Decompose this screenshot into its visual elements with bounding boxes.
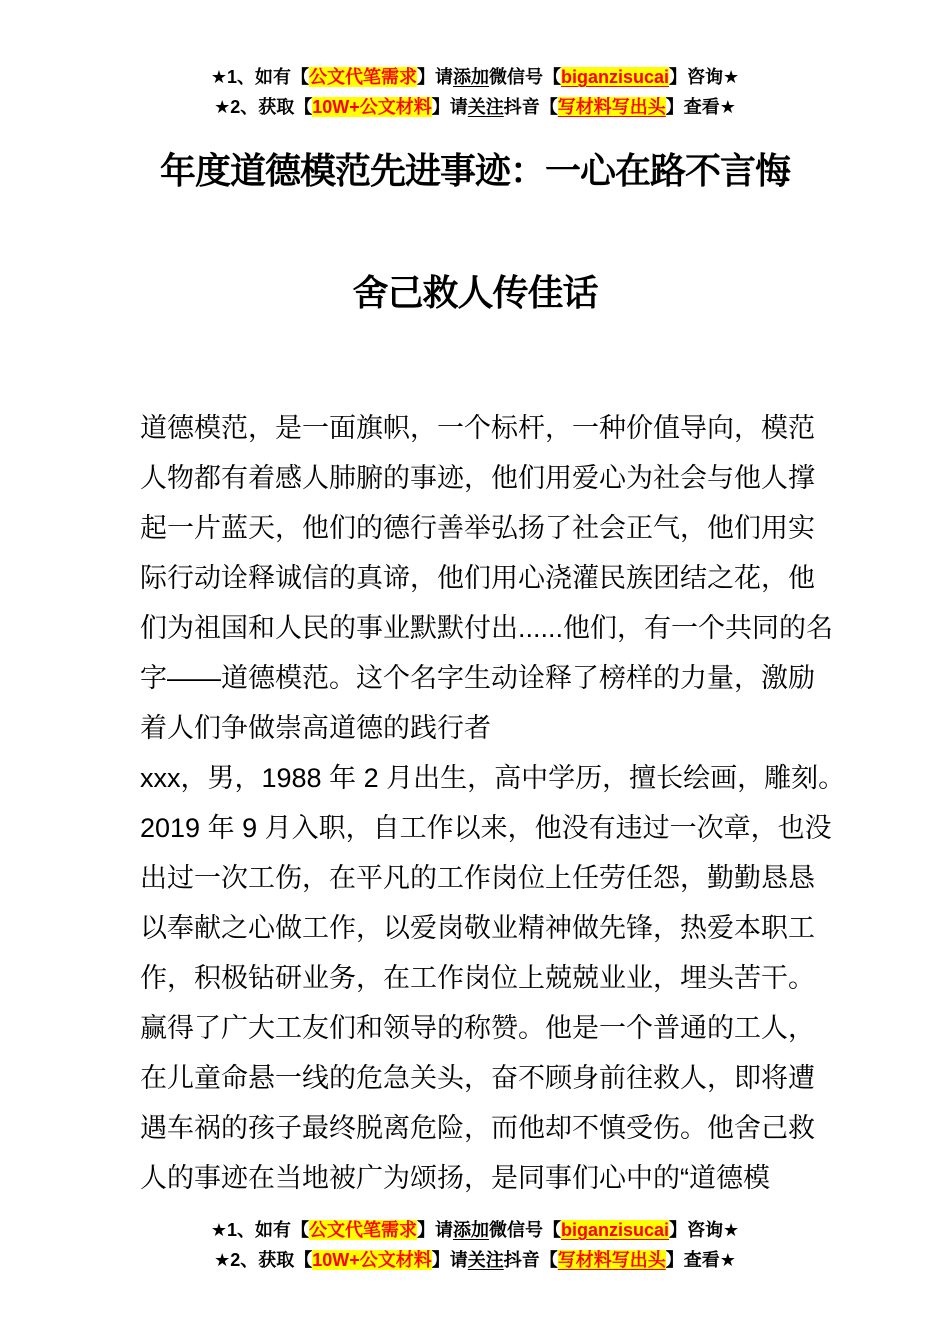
promo-highlight-materials: 10W+公文材料 xyxy=(312,1250,432,1270)
promo-banner-top xyxy=(0,0,950,122)
promo-text: 】请 xyxy=(416,67,453,87)
promo-suffix: 】咨询★ xyxy=(669,67,740,87)
promo-line-1 xyxy=(0,62,950,92)
promo-suffix: 】查看★ xyxy=(665,97,736,117)
promo-suffix: 】咨询★ xyxy=(669,1220,740,1240)
promo-wechat-id: biganzisucai xyxy=(560,1220,670,1240)
promo-highlight-service: 公文代笔需求 xyxy=(308,67,417,87)
body-line: 人物都有着感人肺腑的事迹，他们用爱心为社会与他人撑 xyxy=(140,463,815,493)
promo-prefix: ★1、如有【 xyxy=(210,67,309,87)
promo-wechat-label: 微信号【 xyxy=(488,67,561,87)
promo-text: 】请 xyxy=(431,1250,468,1270)
body-line: 际行动诠释诚信的真谛，他们用心浇灌民族团结之花，他 xyxy=(140,563,815,593)
body-line: 2019 年 9 月入职，自工作以来，他没有违过一次章，也没 xyxy=(140,813,832,843)
promo-prefix: ★1、如有【 xyxy=(210,1220,309,1240)
promo-line-2 xyxy=(0,92,950,122)
body-line: 人的事迹在当地被广为颂扬，是同事们心中的“道德模 xyxy=(140,1163,770,1193)
body-line: 在儿童命悬一线的危急关头，奋不顾身前往救人，即将遭 xyxy=(140,1063,815,1093)
promo-douyin-id: 写材料写出头 xyxy=(557,97,666,117)
promo-action-add: 添加 xyxy=(452,1220,489,1240)
promo-highlight-service: 公文代笔需求 xyxy=(308,1220,417,1240)
document-title-line-1: 年度道德模范先进事迹：一心在路不言悔 xyxy=(159,150,790,191)
promo-text: 】请 xyxy=(431,97,468,117)
promo-douyin-id: 写材料写出头 xyxy=(557,1250,666,1270)
body-line: 出过一次工伤，在平凡的工作岗位上任劳任怨，勤勤恳恳 xyxy=(140,863,815,893)
body-line: 起一片蓝天，他们的德行善举弘扬了社会正气，他们用实 xyxy=(140,513,815,543)
promo-line-1 xyxy=(0,1215,950,1245)
body-line: 字——道德模范。这个名字生动诠释了榜样的力量，激励 xyxy=(140,663,815,693)
promo-douyin-label: 抖音【 xyxy=(503,97,558,117)
body-line: 作，积极钻研业务，在工作岗位上兢兢业业，埋头苦干。 xyxy=(140,963,815,993)
promo-douyin-label: 抖音【 xyxy=(503,1250,558,1270)
promo-action-add: 添加 xyxy=(452,67,489,87)
document-body xyxy=(140,403,846,1203)
promo-action-follow: 关注 xyxy=(467,1250,504,1270)
body-line: 着人们争做崇高道德的践行者 xyxy=(140,713,491,743)
body-line: 以奉献之心做工作，以爱岗敬业精神做先锋，热爱本职工 xyxy=(140,913,815,943)
promo-text: 】请 xyxy=(416,1220,453,1240)
body-line: 遇车祸的孩子最终脱离危险，而他却不慎受伤。他舍己救 xyxy=(140,1113,815,1143)
promo-highlight-materials: 10W+公文材料 xyxy=(312,97,432,117)
promo-prefix: ★2、获取【 xyxy=(214,97,313,117)
promo-suffix: 】查看★ xyxy=(665,1250,736,1270)
document-title-line-2: 舍己救人传佳话 xyxy=(352,272,598,313)
promo-action-follow: 关注 xyxy=(467,97,504,117)
promo-line-2 xyxy=(0,1245,950,1275)
body-line: 们为祖国和人民的事业默默付出......他们，有一个共同的名 xyxy=(140,613,834,643)
body-line: 道德模范，是一面旗帜，一个标杆，一种价值导向，模范 xyxy=(140,413,815,443)
promo-prefix: ★2、获取【 xyxy=(214,1250,313,1270)
promo-banner-bottom xyxy=(0,1215,950,1275)
promo-wechat-id: biganzisucai xyxy=(560,67,670,87)
body-line: xxx，男，1988 年 2 月出生，高中学历，擅长绘画，雕刻。 xyxy=(140,763,846,793)
promo-wechat-label: 微信号【 xyxy=(488,1220,561,1240)
body-line: 赢得了广大工友们和领导的称赞。他是一个普通的工人， xyxy=(140,1013,815,1043)
